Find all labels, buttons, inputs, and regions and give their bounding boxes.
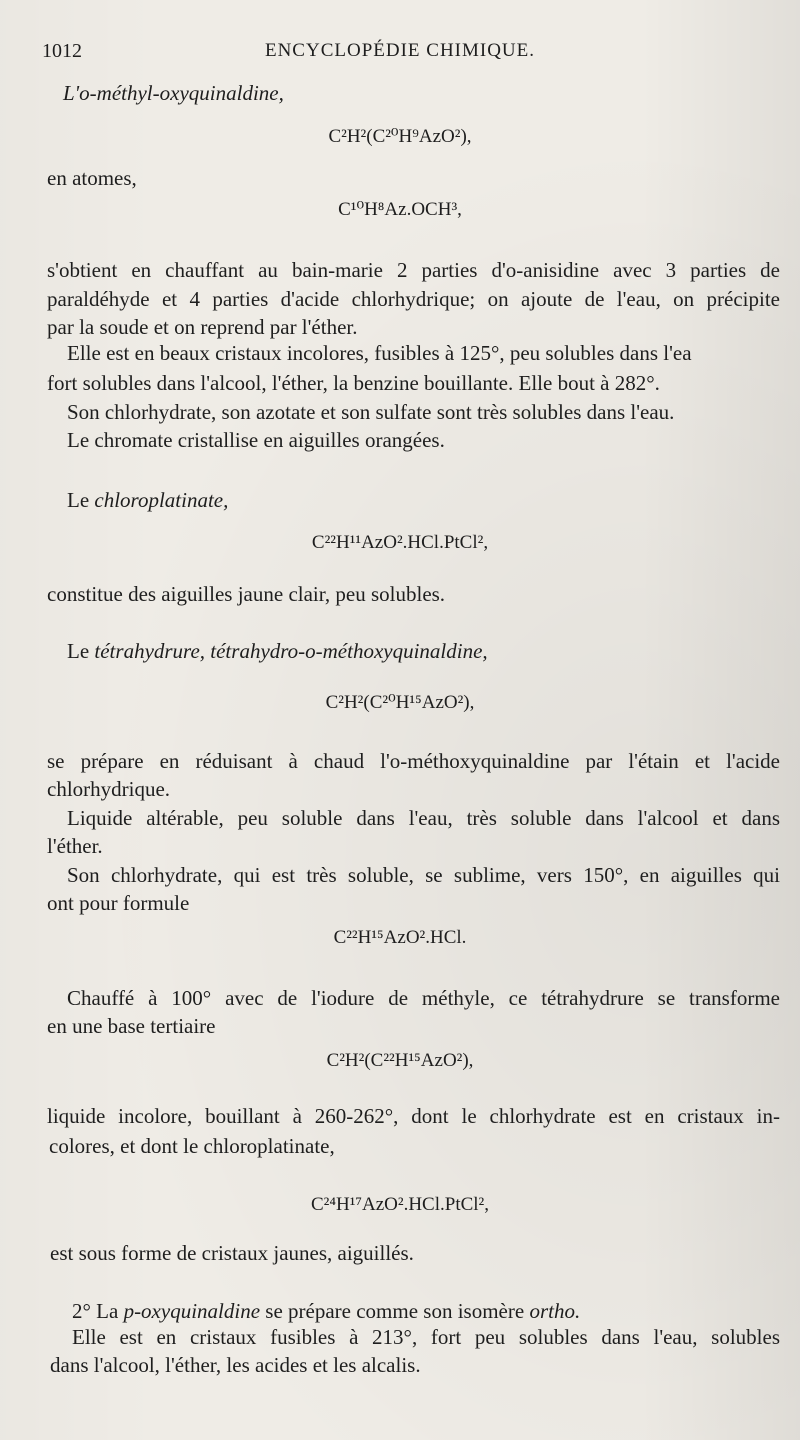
paragraph-para-properties-line1: Elle est en cristaux fusibles à 213°, fort peu solubles dans l'eau, solubles <box>72 1325 780 1349</box>
para-la: La <box>96 1299 119 1323</box>
paragraph-methyl-iodide-line2: en une base tertiaire <box>47 1014 216 1038</box>
compound-name-para: p-oxyquinaldine <box>123 1299 261 1323</box>
formula-tertiary-base: C²H²(C²²H¹⁵AzO²), <box>326 1050 474 1071</box>
paragraph-salts: Son chlorhydrate, son azotate et son sulfate sont très solubles dans l'eau. <box>67 400 675 424</box>
para-rest: se prépare comme son isomère <box>265 1299 525 1323</box>
compound-name-o-methyl: L'o-méthyl-oxyquinaldine, <box>63 81 284 105</box>
paragraph-reduction-line2: chlorhydrique. <box>47 777 171 801</box>
paragraph-sublime-line1: Son chlorhydrate, qui est très soluble, se sublime, vers 150°, en aiguilles qui <box>67 863 780 887</box>
heading-chloroplatinate <box>67 487 228 513</box>
paragraph-sublime-line2: ont pour formule <box>47 891 190 915</box>
section-number: 2° <box>72 1299 91 1323</box>
tetra-italic: tétrahydrure, tétrahydro-o-méthoxyquinaldine, <box>94 639 488 663</box>
formula-tetrahydrure: C²H²(C²⁰H¹⁵AzO²), <box>325 692 475 713</box>
chloro-italic: chloroplatinate, <box>94 488 229 512</box>
formula-chloroplatinate-base: C²⁴H¹⁷AzO².HCl.PtCl², <box>310 1194 490 1215</box>
paragraph-needles: constitue des aiguilles jaune clair, peu solubles. <box>47 582 446 606</box>
page-number: 1012 <box>42 40 82 62</box>
paragraph-colorless-line2: colores, et dont le chloroplatinate, <box>49 1134 335 1158</box>
paragraph-para-properties-line2: dans l'alcool, l'éther, les acides et les alcalis. <box>50 1353 421 1377</box>
formula-chloroplatinate: C²²H¹¹AzO².HCl.PtCl², <box>311 532 489 553</box>
paragraph-chromate: Le chromate cristallise en aiguilles orangées. <box>67 428 445 452</box>
text-en-atomes: en atomes, <box>47 166 137 190</box>
paragraph-colorless-line1: liquide incolore, bouillant à 260-262°, dont le chlorhydrate est en cristaux in- <box>47 1104 780 1128</box>
paragraph-properties-line2: fort solubles dans l'alcool, l'éther, la benzine bouillante. Elle bout à 282°. <box>47 371 660 395</box>
paragraph-liquid-line2: l'éther. <box>47 834 103 858</box>
chloro-le: Le <box>67 488 90 512</box>
tetra-le: Le <box>67 639 90 663</box>
paragraph-preparation-line2: paraldéhyde et 4 parties d'acide chlorhydrique; on ajoute de l'eau, on précipite <box>47 287 780 311</box>
heading-tetrahydrure <box>67 638 488 664</box>
paragraph-para-oxyquinaldine <box>72 1298 580 1324</box>
paragraph-yellow-crystals: est sous forme de cristaux jaunes, aiguillés. <box>50 1241 414 1265</box>
paragraph-methyl-iodide-line1: Chauffé à 100° avec de l'iodure de méthyle, ce tétrahydrure se transforme <box>67 986 780 1010</box>
paragraph-reduction-line1: se prépare en réduisant à chaud l'o-méthoxyquinaldine par l'étain et l'acide <box>47 749 780 773</box>
paragraph-preparation-line1: s'obtient en chauffant au bain-marie 2 parties d'o-anisidine avec 3 parties de <box>47 258 780 282</box>
formula-atoms: C¹⁰H⁸Az.OCH³, <box>338 199 462 220</box>
running-title: ENCYCLOPÉDIE CHIMIQUE. <box>264 40 536 61</box>
ortho-term: ortho. <box>529 1299 581 1323</box>
paragraph-properties-line1: Elle est en beaux cristaux incolores, fusibles à 125°, peu solubles dans l'ea <box>67 341 692 365</box>
paragraph-liquid-line1: Liquide altérable, peu soluble dans l'eau, très soluble dans l'alcool et dans <box>67 806 780 830</box>
paragraph-preparation-line3: par la soude et on reprend par l'éther. <box>47 315 358 339</box>
formula-chlorhydrate: C²²H¹⁵AzO².HCl. <box>333 927 467 948</box>
formula-equivalents: C²H²(C²⁰H⁹AzO²), <box>328 126 472 147</box>
